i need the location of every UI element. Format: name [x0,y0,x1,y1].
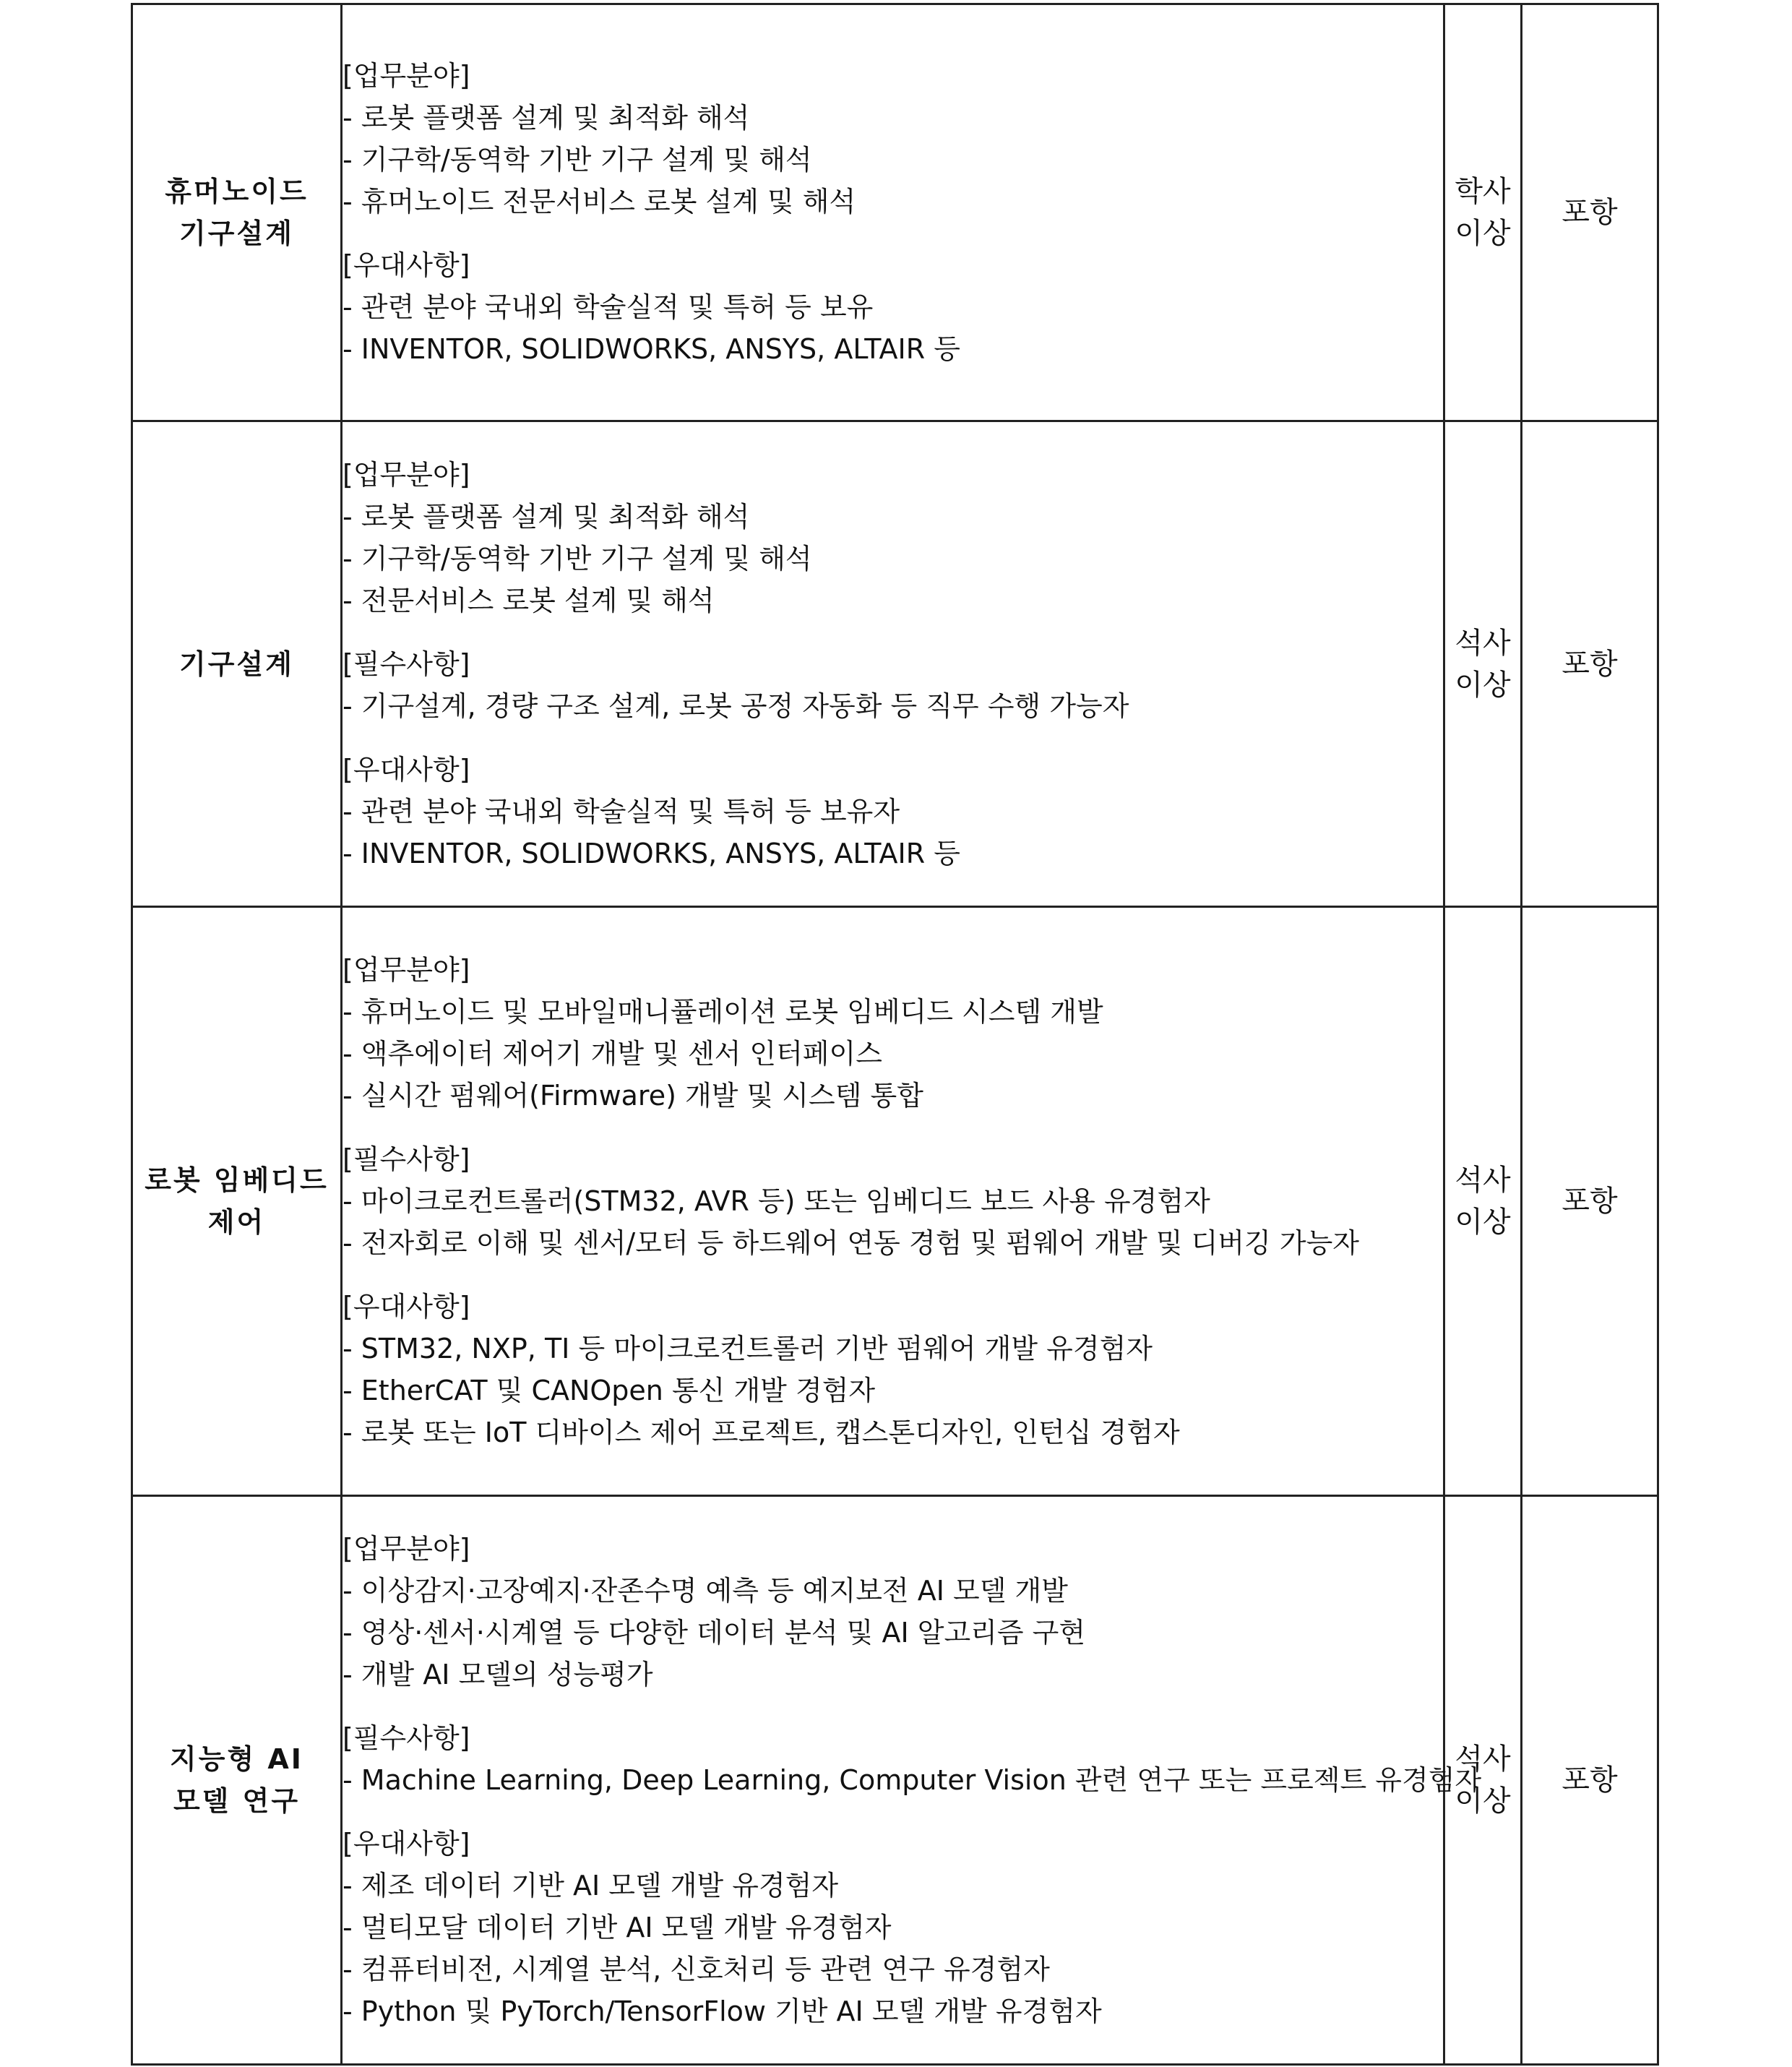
list-item: - 관련 분야 국내외 학술실적 및 특허 등 보유자 [343,795,900,828]
list-item: - 기구설계, 경량 구조 설계, 로봇 공정 자동화 등 직무 수행 가능자 [343,689,1129,722]
required-section [343,1717,1482,1801]
education-line: 이상 [1455,668,1511,702]
list-item: - 기구학/동역학 기반 기구 설계 및 해석 [343,144,812,176]
list-item: - 휴머노이드 전문서비스 로봇 설계 및 해석 [343,186,856,218]
duties-section [343,454,1443,622]
list-item: - 멀티모달 데이터 기반 AI 모델 개발 유경험자 [343,1912,892,1943]
education-line: 이상 [1455,217,1511,250]
list-item: - STM32, NXP, TI 등 마이크로컨트롤러 기반 펌웨어 개발 유경험자 [343,1333,1153,1365]
location-cell: 포항 [1522,907,1658,1496]
list-item: - 영상·센서·시계열 등 다양한 데이터 분석 및 AI 알고리즘 구현 [343,1617,1086,1649]
job-title-line: 로봇 임베디드 [145,1164,329,1196]
duties-section [343,1528,1443,1696]
job-description-cell [342,421,1444,907]
list-item: - INVENTOR, SOLIDWORKS, ANSYS, ALTAIR 등 [343,333,960,365]
section-header: [필수사항] [343,648,470,680]
list-item: - EtherCAT 및 CANOpen 통신 개발 경험자 [343,1375,876,1406]
list-item: - 전문서비스 로봇 설계 및 해석 [343,584,715,616]
list-item: - 로봇 또는 IoT 디바이스 제어 프로젝트, 캡스톤디자인, 인턴십 경험자 [343,1417,1180,1448]
job-description-cell [342,4,1444,421]
list-item: - 이상감지·고장예지·잔존수명 예측 등 예지보전 AI 모델 개발 [343,1575,1068,1607]
education-line: 이상 [1455,1784,1511,1818]
duties-section [343,55,1443,223]
job-title-line: 모델 연구 [173,1785,301,1817]
section-header: [필수사항] [343,1722,470,1754]
education-line: 석사 [1455,626,1511,660]
preferred-section [343,244,1443,370]
education-line: 학사 [1455,175,1511,208]
required-section [343,1138,1443,1264]
education-line: 석사 [1455,1164,1511,1197]
job-description-cell [342,907,1444,1496]
list-item: - 액추에이터 제어기 개발 및 센서 인터페이스 [343,1038,882,1070]
preferred-section [343,1823,1443,2032]
list-item: - 로봇 플랫폼 설계 및 최적화 해석 [343,500,750,533]
job-title-cell [132,4,342,421]
job-table [131,3,1659,2066]
list-item: - 실시간 펌웨어(Firmware) 개발 및 시스템 통합 [343,1080,923,1112]
job-title-cell [132,1496,342,2065]
job-row-robot-embedded-control [132,907,1658,1496]
job-title-line: 기구설계 [179,648,294,680]
location-cell: 포항 [1522,421,1658,907]
preferred-section [343,1286,1443,1453]
education-cell [1444,1496,1522,2065]
list-item: - 마이크로컨트롤러(STM32, AVR 등) 또는 임베디드 보드 사용 유경험자 [343,1185,1210,1217]
section-header: [우대사항] [343,249,470,281]
section-header: [업무분야] [343,60,470,92]
location-cell: 포항 [1522,1496,1658,2065]
list-item: - 컴퓨터비전, 시계열 분석, 신호처리 등 관련 연구 유경험자 [343,1954,1050,1985]
list-item: - 제조 데이터 기반 AI 모델 개발 유경험자 [343,1870,839,1901]
education-cell [1444,4,1522,421]
job-title-line: 제어 [207,1206,266,1238]
education-line: 이상 [1455,1206,1511,1239]
job-title-cell [132,907,342,1496]
list-item: - 로봇 플랫폼 설계 및 최적화 해석 [343,102,750,134]
education-cell [1444,907,1522,1496]
section-header: [필수사항] [343,1143,470,1175]
education-cell [1444,421,1522,907]
location-cell: 포항 [1522,4,1658,421]
duties-section [343,949,1443,1117]
list-item: - 개발 AI 모델의 성능평가 [343,1659,653,1690]
required-section [343,643,1443,727]
section-header: [업무분야] [343,1533,470,1565]
job-description-cell [342,1496,1482,2065]
job-title-line: 휴머노이드 [165,176,309,207]
job-title-cell [132,421,342,907]
list-item: - INVENTOR, SOLIDWORKS, ANSYS, ALTAIR 등 [343,837,960,869]
job-title-line: 기구설계 [179,218,294,249]
job-row-humanoid-design [132,4,1658,421]
job-row-intelligent-ai-model [132,1496,1658,2065]
job-row-mechanical-design [132,421,1658,907]
preferred-section [343,749,1443,874]
section-header: [업무분야] [343,954,470,986]
list-item: - Machine Learning, Deep Learning, Computer Vision 관련 연구 또는 프로젝트 유경험자 [343,1764,1482,1796]
list-item: - Python 및 PyTorch/TensorFlow 기반 AI 모델 개발 유경험자 [343,1995,1102,2027]
list-item: - 휴머노이드 및 모바일매니퓰레이션 로봇 임베디드 시스템 개발 [343,996,1103,1028]
section-header: [우대사항] [343,1828,470,1860]
list-item: - 전자회로 이해 및 센서/모터 등 하드웨어 연동 경험 및 펌웨어 개발 및 디버깅 가능자 [343,1227,1359,1259]
job-title-line: 지능형 AI [170,1743,303,1775]
section-header: [우대사항] [343,753,470,786]
list-item: - 관련 분야 국내외 학술실적 및 특허 등 보유 [343,291,874,323]
education-line: 석사 [1455,1742,1511,1776]
section-header: [업무분야] [343,458,470,491]
section-header: [우대사항] [343,1291,470,1323]
list-item: - 기구학/동역학 기반 기구 설계 및 해석 [343,542,812,575]
